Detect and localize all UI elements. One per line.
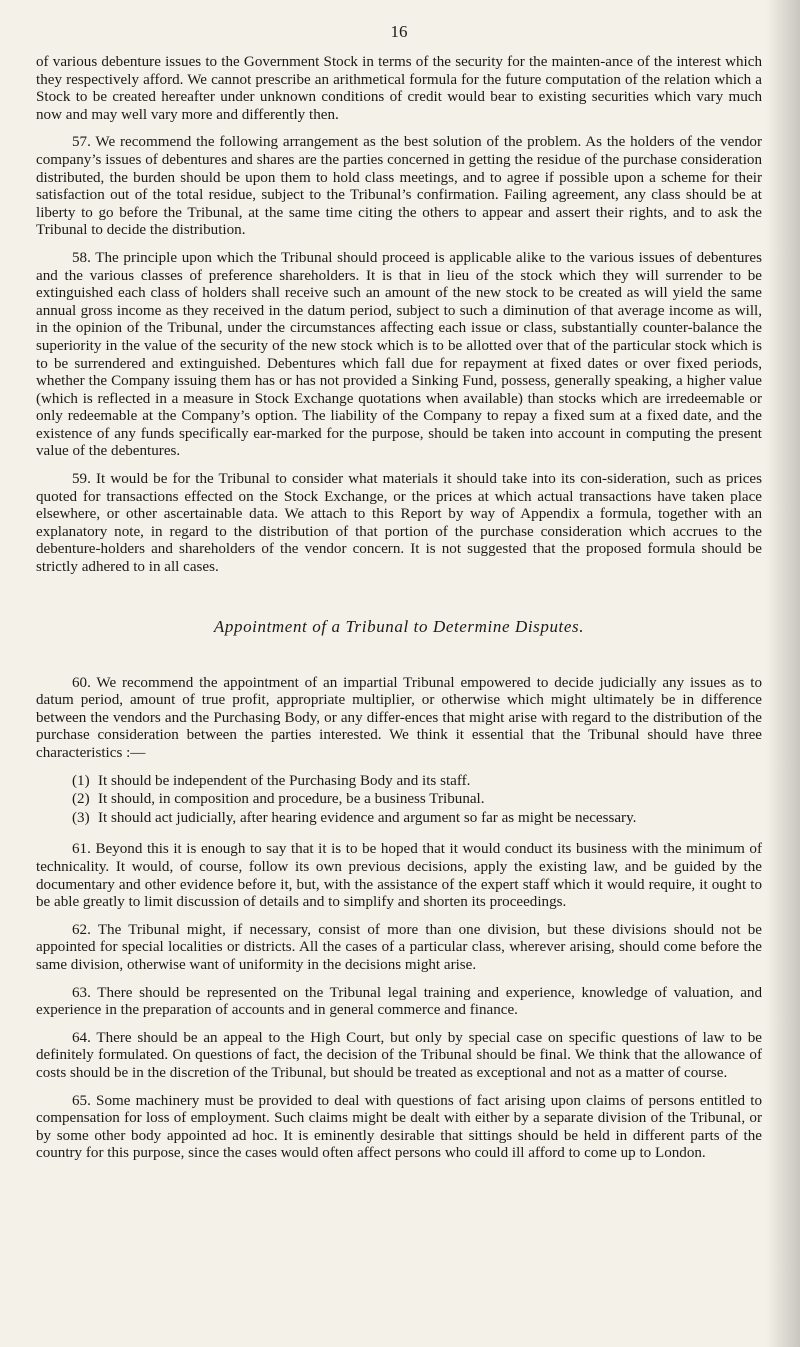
condition-item [72, 773, 762, 791]
condition-number: (2) [72, 791, 90, 808]
paragraph-56-continuation: of various debenture issues to the Government Stock in terms of the security for the mainten-ance of the interest which they respectively afford. We cannot prescribe an arithmetical formula for the future computation of the relation which a Stock to be created hereafter under unknown conditions of credit would bear to existing securities which vary much now and may well vary more and differently then. [36, 54, 762, 123]
paragraph-60: 60. We recommend the appointment of an impartial Tribunal empowered to decide judicially any issues as to datum period, amount of true profit, appropriate multiplier, or otherwise which might ultimately be in difference between the vendors and the Purchasing Body, or any differ-ences that might arise with regard to the distribution of the purchase consideration between the parties interested. We think it essential that the Tribunal should have three characteristics :— [36, 674, 762, 761]
page-edge-shadow [766, 0, 800, 1347]
paragraph-57: 57. We recommend the following arrangement as the best solution of the problem. As the holders of the vendor company’s issues of debentures and shares are the parties concerned in getting the residue of the purchase consideration distributed, the burden should be upon them to hold class meetings, and to agree if possible upon a scheme for their satisfaction out of the total residue, subject to the Tribunal’s confirmation. Failing agreement, any class should be at liberty to go before the Tribunal, at the same time citing the others to appear and assert their rights, and to ask the Tribunal to decide the distribution. [36, 134, 762, 239]
paragraph-65: 65. Some machinery must be provided to deal with questions of fact arising upon claims of persons entitled to compensation for loss of employment. Such claims might be dealt with either by a separate division of the Tribunal, or by some other body appointed ad hoc. It is eminently desirable that sittings should be held in different parts of the country for this purpose, since the cases would often affect persons who could ill afford to come up to London. [36, 1092, 762, 1162]
condition-number: (3) [72, 809, 90, 826]
condition-item [72, 810, 762, 828]
paragraph-63: 63. There should be represented on the Tribunal legal training and experience, knowledge of valuation, and experience in the preparation of accounts and in general commerce and finance. [36, 984, 762, 1019]
paragraph-61: 61. Beyond this it is enough to say that it is to be hoped that it would conduct its business with the minimum of technicality. It would, of course, follow its own previous decisions, apply the existing law, and be guided by the documentary and other evidence before it, but, with the assistance of the expert staff which it would require, it ought to be able greatly to limit discussion of details and to simplify and shorten its proceedings. [36, 841, 762, 911]
conditions-list [36, 773, 762, 828]
condition-number: (1) [72, 772, 90, 789]
condition-text: It should be independent of the Purchasing Body and its staff. [98, 772, 471, 789]
paragraph-62: 62. The Tribunal might, if necessary, consist of more than one division, but these divisions should not be appointed for special localities or districts. All the cases of a particular class, wherever arising, should come before the same division, otherwise want of uniformity in the decisions might arise. [36, 921, 762, 973]
page-number: 16 [390, 22, 408, 41]
condition-text: It should act judicially, after hearing evidence and argument so far as might be necessary. [98, 809, 637, 826]
paragraph-64: 64. There should be an appeal to the High Court, but only by special case on specific questions of law to be definitely formulated. On questions of fact, the decision of the Tribunal should be final. We think that the allowance of costs should be in the discretion of the Tribunal, but should be treated as exceptional and not as a matter of course. [36, 1029, 762, 1081]
paragraph-59: 59. It would be for the Tribunal to consider what materials it should take into its con-sideration, such as prices quoted for transactions effected on the Stock Exchange, or the prices at which actual transactions have taken place elsewhere, or other ascertainable data. We attach to this Report by way of Appendix a formula, together with an explanatory note, in regard to the distribution of that portion of the purchase consideration which accrues to the debenture-holders and shareholders of the vendor concern. It is not suggested that the proposed formula should be strictly adhered to in all cases. [36, 471, 762, 576]
section-heading: Appointment of a Tribunal to Determine Disputes. [213, 616, 585, 636]
paragraph-58: 58. The principle upon which the Tribunal should proceed is applicable alike to the various issues of debentures and the various classes of preference shareholders. It is that in lieu of the stock which they will surrender to be extinguished each class of holders shall receive such an amount of the new stock to be created as will yield the same annual gross income as they received in the datum period, subject to such a diminution of that average income as will, in the opinion of the Tribunal, under the circumstances affecting each issue or class, substantially counter-balance the superiority in the value of the security of the new stock which is to be allotted over that of the particular stock which is to be surrendered and extinguished. Debentures which fall due for repayment at fixed dates or over fixed periods, whether the Company issuing them has or has not provided a Sinking Fund, possess, generally speaking, a higher value (which is reflected in a measure in Stock Exchange quotations when available) than stocks which are irredeemable or only redeemable at the Company’s option. The liability of the Company to repay a fixed sum at a fixed date, and the existence of any funds specifically ear-marked for the purpose, should be taken into account in computing the present value of the debentures. [36, 249, 762, 460]
condition-text: It should, in composition and procedure, be a business Tribunal. [98, 791, 485, 808]
condition-item [72, 791, 762, 809]
